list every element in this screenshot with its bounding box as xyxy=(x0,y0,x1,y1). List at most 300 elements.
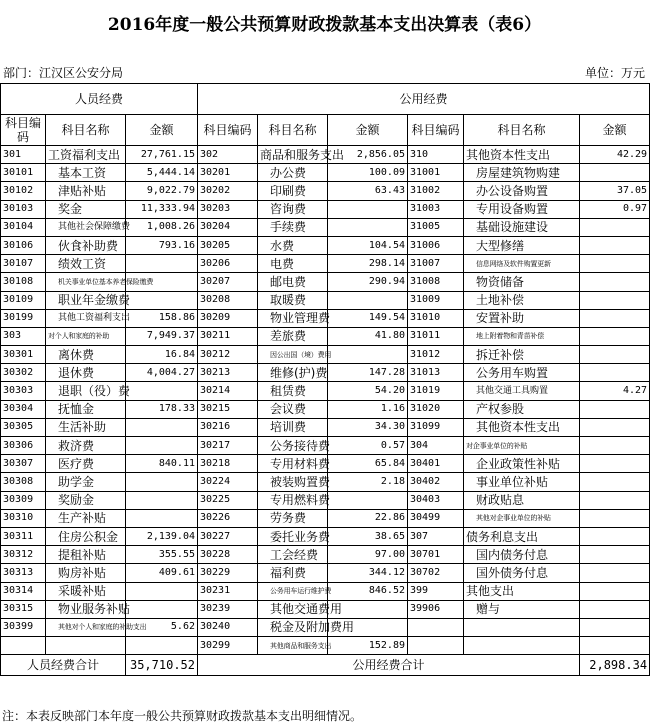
cell-amount: 104.54 xyxy=(328,236,408,254)
cell-amount xyxy=(580,437,650,455)
cell-code: 31019 xyxy=(408,382,464,400)
item-name: 职业年金缴费 xyxy=(58,293,131,308)
cell-code: 30228 xyxy=(198,546,258,564)
table-row xyxy=(1,309,650,327)
cell-code: 30403 xyxy=(408,491,464,509)
cell-code: 30314 xyxy=(1,582,46,600)
item-name: 劳务费 xyxy=(270,511,307,526)
department-label: 部门：江汉区公安分局 xyxy=(3,66,124,80)
cell-name xyxy=(258,600,343,618)
cell-code: 31009 xyxy=(408,291,464,309)
table-row xyxy=(1,637,650,655)
cell-code: 30217 xyxy=(198,437,258,455)
cell-name xyxy=(464,582,580,600)
cell-amount xyxy=(126,637,198,655)
cell-name xyxy=(46,509,126,527)
cell-name xyxy=(258,637,332,655)
cell-amount: 2.18 xyxy=(328,473,408,491)
cell-amount: 158.86 xyxy=(126,309,198,327)
cell-code: 30401 xyxy=(408,455,464,473)
cell-name xyxy=(46,491,126,509)
cell-name xyxy=(258,146,345,164)
cell-code: 30306 xyxy=(1,437,46,455)
cell-code: 30211 xyxy=(198,327,258,345)
cell-code: 303 xyxy=(1,327,46,345)
cell-amount xyxy=(126,437,198,455)
cell-amount xyxy=(580,473,650,491)
cell-amount xyxy=(580,327,650,345)
cell-code: 30103 xyxy=(1,200,46,218)
table-row xyxy=(1,564,650,582)
item-name: 其他支出 xyxy=(466,584,515,599)
cell-code: 30303 xyxy=(1,382,46,400)
item-name: 维修(护)费 xyxy=(270,365,328,380)
cell-name xyxy=(46,236,126,254)
cell-name xyxy=(464,146,580,164)
cell-code: 30311 xyxy=(1,527,46,545)
item-name: 事业单位补贴 xyxy=(476,474,549,489)
cell-amount: 344.12 xyxy=(328,564,408,582)
cell-name xyxy=(464,437,580,455)
table-row xyxy=(1,182,650,200)
cell-name xyxy=(464,164,580,182)
cell-amount xyxy=(126,491,198,509)
cell-amount xyxy=(580,618,650,636)
cell-amount: 97.00 xyxy=(328,546,408,564)
table-row xyxy=(1,273,650,291)
table-row xyxy=(1,346,650,364)
item-name: 电费 xyxy=(270,256,295,271)
cell-name xyxy=(46,200,126,218)
cell-name xyxy=(46,400,126,418)
cell-name xyxy=(258,346,332,364)
item-name: 国内债务付息 xyxy=(476,547,549,562)
item-name: 抚恤金 xyxy=(58,402,95,417)
item-name: 其他对个人和家庭的补助支出 xyxy=(58,623,147,632)
cell-name xyxy=(46,273,154,291)
item-name: 助学金 xyxy=(58,474,95,489)
cell-name xyxy=(258,218,328,236)
cell-code: 30199 xyxy=(1,309,46,327)
item-name: 退休费 xyxy=(58,365,95,380)
cell-code: 307 xyxy=(408,527,464,545)
item-name: 公务接待费 xyxy=(270,438,331,453)
table-row xyxy=(1,146,650,164)
cell-amount: 63.43 xyxy=(328,182,408,200)
cell-name xyxy=(464,273,580,291)
cell-amount xyxy=(328,346,408,364)
cell-name xyxy=(46,564,126,582)
cell-name xyxy=(464,509,580,527)
cell-amount xyxy=(580,309,650,327)
cell-name xyxy=(46,364,126,382)
item-name: 取暖费 xyxy=(270,293,307,308)
item-name: 专用设备购置 xyxy=(476,202,549,217)
cell-amount: 5,444.14 xyxy=(126,164,198,182)
item-name: 委托业务费 xyxy=(270,529,331,544)
cell-code: 31001 xyxy=(408,164,464,182)
table-row xyxy=(1,382,650,400)
item-name: 房屋建筑物购建 xyxy=(476,165,561,180)
cell-name xyxy=(258,618,355,636)
item-name: 办公设备购置 xyxy=(476,183,549,198)
item-name: 商品和服务支出 xyxy=(260,147,345,162)
table-row xyxy=(1,164,650,182)
cell-code: 30106 xyxy=(1,236,46,254)
cell-code: 30108 xyxy=(1,273,46,291)
expenditure-table xyxy=(0,83,650,676)
cell-amount: 149.54 xyxy=(328,309,408,327)
cell-amount: 37.05 xyxy=(580,182,650,200)
cell-name xyxy=(464,382,580,400)
cell-amount: 178.33 xyxy=(126,400,198,418)
cell-code: 30310 xyxy=(1,509,46,527)
item-name: 安置补助 xyxy=(476,311,525,326)
cell-name xyxy=(464,527,580,545)
cell-amount: 152.89 xyxy=(328,637,408,655)
table-row xyxy=(1,509,650,527)
cell-amount: 290.94 xyxy=(328,273,408,291)
cell-name xyxy=(464,255,580,273)
cell-name xyxy=(46,527,126,545)
cell-name xyxy=(258,437,331,455)
cell-amount: 11,333.94 xyxy=(126,200,198,218)
item-name: 因公出国（境）费用 xyxy=(270,350,332,359)
section-header-row xyxy=(1,84,650,115)
cell-amount: 0.57 xyxy=(328,437,408,455)
item-name: 奖金 xyxy=(58,202,83,217)
cell-name xyxy=(464,291,580,309)
cell-name xyxy=(46,382,131,400)
item-name: 对个人和家庭的补助 xyxy=(48,332,110,341)
table-row xyxy=(1,418,650,436)
cell-amount xyxy=(126,582,198,600)
cell-amount: 7,949.37 xyxy=(126,327,198,345)
cell-code: 30299 xyxy=(198,637,258,655)
cell-name xyxy=(464,418,580,436)
cell-code: 30212 xyxy=(198,346,258,364)
cell-amount: 54.20 xyxy=(328,382,408,400)
cell-amount xyxy=(580,527,650,545)
cell-code: 31012 xyxy=(408,346,464,364)
unit-label: 单位：万元 xyxy=(584,66,645,80)
cell-code: 30209 xyxy=(198,309,258,327)
cell-amount xyxy=(580,291,650,309)
cell-name xyxy=(46,255,126,273)
item-name: 工资福利支出 xyxy=(48,147,121,162)
item-name: 津贴补贴 xyxy=(58,183,107,198)
cell-amount xyxy=(328,291,408,309)
cell-code: 30307 xyxy=(1,455,46,473)
cell-amount xyxy=(580,218,650,236)
cell-code: 30215 xyxy=(198,400,258,418)
item-name: 专用材料费 xyxy=(270,456,331,471)
cell-name xyxy=(46,218,131,236)
item-name: 税金及附加费用 xyxy=(270,620,355,635)
cell-name xyxy=(464,546,580,564)
item-name: 物业管理费 xyxy=(270,311,331,326)
cell-amount xyxy=(580,164,650,182)
cell-name xyxy=(464,637,580,655)
item-name: 生产补贴 xyxy=(58,511,107,526)
cell-code xyxy=(1,637,46,655)
table-row xyxy=(1,473,650,491)
item-name: 办公费 xyxy=(270,165,307,180)
cell-name xyxy=(258,509,328,527)
cell-code: 30229 xyxy=(198,564,258,582)
item-name: 购房补贴 xyxy=(58,565,107,580)
cell-name xyxy=(464,600,580,618)
cell-amount xyxy=(126,600,198,618)
cell-amount xyxy=(126,418,198,436)
item-name: 财政贴息 xyxy=(476,493,525,508)
cell-amount: 41.80 xyxy=(328,327,408,345)
cell-code: 30216 xyxy=(198,418,258,436)
cell-amount xyxy=(126,382,198,400)
column-header-row xyxy=(1,115,650,146)
cell-name xyxy=(464,236,580,254)
cell-code: 30312 xyxy=(1,546,46,564)
cell-name xyxy=(46,164,126,182)
cell-code: 30308 xyxy=(1,473,46,491)
col-header-amount: 金额 xyxy=(328,115,408,146)
col-header-amount: 金额 xyxy=(126,115,198,146)
item-name: 专用燃料费 xyxy=(270,493,331,508)
item-name: 差旅费 xyxy=(270,329,307,344)
cell-amount: 22.86 xyxy=(328,509,408,527)
cell-amount: 16.84 xyxy=(126,346,198,364)
table-row xyxy=(1,291,650,309)
cell-amount: 1.16 xyxy=(328,400,408,418)
cell-amount: 2,139.04 xyxy=(126,527,198,545)
cell-name xyxy=(46,146,126,164)
cell-code: 31006 xyxy=(408,236,464,254)
cell-amount: 840.11 xyxy=(126,455,198,473)
item-name: 其他对企事业单位的补贴 xyxy=(476,514,551,523)
cell-name xyxy=(46,455,126,473)
cell-amount xyxy=(328,200,408,218)
cell-code: 30499 xyxy=(408,509,464,527)
cell-code: 30301 xyxy=(1,346,46,364)
section-public: 公用经费 xyxy=(198,84,650,115)
item-name: 对企事业单位的补贴 xyxy=(466,441,528,450)
cell-code: 30315 xyxy=(1,600,46,618)
col-header-amount: 金额 xyxy=(580,115,650,146)
cell-amount: 4,004.27 xyxy=(126,364,198,382)
public-total-label: 公用经费合计 xyxy=(198,655,580,676)
cell-code: 30202 xyxy=(198,182,258,200)
col-header-code: 科目编码 xyxy=(408,115,464,146)
cell-code: 30225 xyxy=(198,491,258,509)
cell-amount: 298.14 xyxy=(328,255,408,273)
cell-name xyxy=(46,327,126,345)
col-header-name: 科目名称 xyxy=(258,115,328,146)
table-row xyxy=(1,618,650,636)
cell-code: 30102 xyxy=(1,182,46,200)
item-name: 培训费 xyxy=(270,420,307,435)
cell-amount: 100.09 xyxy=(328,164,408,182)
cell-code: 30402 xyxy=(408,473,464,491)
cell-code: 30313 xyxy=(1,564,46,582)
cell-name xyxy=(46,346,126,364)
cell-code: 30104 xyxy=(1,218,46,236)
cell-amount xyxy=(126,473,198,491)
cell-amount xyxy=(580,564,650,582)
item-name: 邮电费 xyxy=(270,274,307,289)
cell-amount: 42.29 xyxy=(580,146,650,164)
cell-amount xyxy=(328,491,408,509)
footnote: 注：本表反映部门本年度一般公共预算财政拨款基本支出明细情况。 xyxy=(2,709,363,723)
cell-code: 30240 xyxy=(198,618,258,636)
table-row xyxy=(1,600,650,618)
cell-amount: 0.97 xyxy=(580,200,650,218)
item-name: 基础设施建设 xyxy=(476,220,549,235)
item-name: 印刷费 xyxy=(270,183,307,198)
cell-name xyxy=(46,546,126,564)
cell-code: 30214 xyxy=(198,382,258,400)
cell-code: 31020 xyxy=(408,400,464,418)
item-name: 债务利息支出 xyxy=(466,529,539,544)
cell-name xyxy=(258,382,328,400)
cell-amount xyxy=(580,582,650,600)
cell-name xyxy=(258,491,331,509)
cell-code: 30305 xyxy=(1,418,46,436)
col-header-name: 科目名称 xyxy=(46,115,126,146)
item-name: 生活补助 xyxy=(58,420,107,435)
item-name: 咨询费 xyxy=(270,202,307,217)
cell-name xyxy=(46,182,126,200)
item-name: 物资储备 xyxy=(476,274,525,289)
cell-code: 31008 xyxy=(408,273,464,291)
cell-code: 304 xyxy=(408,437,464,455)
personnel-total-amount: 35,710.52 xyxy=(126,655,198,676)
item-name: 拆迁补偿 xyxy=(476,347,525,362)
cell-code: 30304 xyxy=(1,400,46,418)
cell-amount: 2,856.05 xyxy=(328,146,408,164)
cell-name xyxy=(464,618,580,636)
cell-amount xyxy=(580,491,650,509)
cell-name xyxy=(464,473,580,491)
item-name: 奖励金 xyxy=(58,493,95,508)
cell-code: 30227 xyxy=(198,527,258,545)
item-name: 赠与 xyxy=(476,602,501,617)
item-name: 其他商品和服务支出 xyxy=(270,641,332,650)
cell-name xyxy=(464,327,580,345)
cell-code: 31013 xyxy=(408,364,464,382)
cell-amount: 793.16 xyxy=(126,236,198,254)
item-name: 土地补偿 xyxy=(476,293,525,308)
cell-code: 30701 xyxy=(408,546,464,564)
item-name: 救济费 xyxy=(58,438,95,453)
cell-code: 30213 xyxy=(198,364,258,382)
col-header-name: 科目名称 xyxy=(464,115,580,146)
item-name: 租赁费 xyxy=(270,384,307,399)
cell-code: 301 xyxy=(1,146,46,164)
cell-code: 31005 xyxy=(408,218,464,236)
item-name: 基本工资 xyxy=(58,165,107,180)
totals-row xyxy=(1,655,650,676)
table-row xyxy=(1,255,650,273)
cell-amount xyxy=(126,291,198,309)
item-name: 其他社会保障缴费 xyxy=(58,222,131,233)
cell-name xyxy=(464,491,580,509)
item-name: 机关事业单位基本养老保险缴费 xyxy=(58,277,154,286)
item-name: 信息网络及软件购置更新 xyxy=(476,259,551,268)
item-name: 企业政策性补贴 xyxy=(476,456,561,471)
cell-name xyxy=(258,255,328,273)
cell-amount xyxy=(328,218,408,236)
cell-name xyxy=(258,291,328,309)
item-name: 其他交通费用 xyxy=(270,602,343,617)
cell-name xyxy=(258,200,328,218)
item-name: 离休费 xyxy=(58,347,95,362)
cell-code: 30239 xyxy=(198,600,258,618)
cell-name xyxy=(464,309,580,327)
cell-amount: 846.52 xyxy=(328,582,408,600)
cell-name xyxy=(258,527,331,545)
cell-name xyxy=(46,291,131,309)
cell-amount: 38.65 xyxy=(328,527,408,545)
item-name: 其他资本性支出 xyxy=(476,420,561,435)
col-header-code: 科目编码 xyxy=(198,115,258,146)
cell-code: 310 xyxy=(408,146,464,164)
table-row xyxy=(1,327,650,345)
cell-code: 30205 xyxy=(198,236,258,254)
item-name: 医疗费 xyxy=(58,456,95,471)
cell-amount: 1,008.26 xyxy=(126,218,198,236)
cell-code: 31011 xyxy=(408,327,464,345)
cell-amount xyxy=(126,255,198,273)
cell-amount xyxy=(580,418,650,436)
cell-amount: 27,761.15 xyxy=(126,146,198,164)
cell-code: 30203 xyxy=(198,200,258,218)
cell-name xyxy=(258,582,332,600)
cell-code: 399 xyxy=(408,582,464,600)
cell-code: 31003 xyxy=(408,200,464,218)
item-name: 其他资本性支出 xyxy=(466,147,551,162)
table-row xyxy=(1,200,650,218)
item-name: 产权参股 xyxy=(476,402,525,417)
item-name: 退职（役）费 xyxy=(58,384,131,399)
table-row xyxy=(1,582,650,600)
cell-name xyxy=(46,582,126,600)
cell-amount: 4.27 xyxy=(580,382,650,400)
cell-name xyxy=(258,473,331,491)
cell-amount xyxy=(580,255,650,273)
table-row xyxy=(1,236,650,254)
item-name: 水费 xyxy=(270,238,295,253)
cell-name xyxy=(258,564,328,582)
table-row xyxy=(1,491,650,509)
item-name: 采暖补贴 xyxy=(58,584,107,599)
cell-name xyxy=(464,400,580,418)
cell-amount xyxy=(580,400,650,418)
cell-amount xyxy=(580,600,650,618)
item-name: 福利费 xyxy=(270,565,307,580)
cell-code: 31007 xyxy=(408,255,464,273)
item-name: 地上附着物和青苗补偿 xyxy=(476,332,544,341)
cell-code: 30204 xyxy=(198,218,258,236)
cell-name xyxy=(46,637,126,655)
cell-name xyxy=(464,564,580,582)
item-name: 伙食补助费 xyxy=(58,238,119,253)
cell-code: 31010 xyxy=(408,309,464,327)
cell-name xyxy=(46,418,126,436)
cell-name xyxy=(258,236,328,254)
item-name: 手续费 xyxy=(270,220,307,235)
page-title: 2016年度一般公共预算财政拨款基本支出决算表（表6） xyxy=(107,15,542,35)
cell-code: 30302 xyxy=(1,364,46,382)
